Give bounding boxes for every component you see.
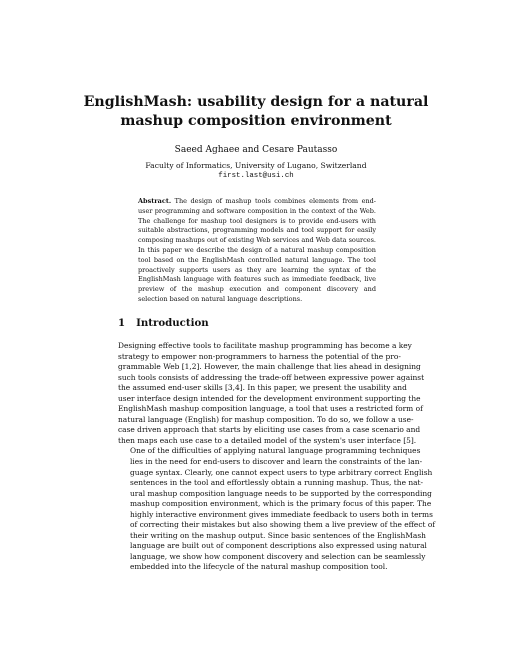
title-line-1: EnglishMash: usability design for a natural: [83, 94, 429, 110]
title-line-2: mashup composition environment: [120, 113, 392, 129]
paragraph-1: [118, 341, 425, 446]
text-line: highly interactive environment gives immediate feedback to users both in terms: [130, 509, 433, 519]
section-title: Introduction: [136, 317, 209, 329]
abstract-label: Abstract.: [138, 197, 172, 205]
text-line: ural mashup composition language needs to be supported by the corresponding: [130, 488, 432, 498]
text-line: mashup composition environment, which is the primary focus of this paper. The: [130, 499, 432, 509]
text-line: One of the difficulties of applying natural language programming techniques: [130, 446, 421, 456]
text-line: then maps each use case to a detailed model of the system's user interface [5].: [118, 435, 417, 445]
abstract: [138, 197, 376, 305]
authors: Saeed Aghaee and Cesare Pautasso: [174, 145, 338, 155]
section-heading: [118, 317, 209, 329]
email: first.last@usi.ch: [218, 172, 294, 180]
abstract-text: The design of mashup tools combines elements from end-user programming and software composition in the context of the Web. The challenge for mashup tool designers is to provide end-users with suitable abstractions, programming models and tool support for easily composing mashups out of existing Web services and Web data sources. In this paper we describe the design of a natural mashup composition tool based on the EnglishMash controlled natural language. The tool proactively supports users as they are learning the syntax of the EnglishMash language with features such as immediate feedback, live preview of the mashup execution and component discovery and selection based on natural language descriptions.: [138, 197, 376, 303]
affiliation-block: [60, 160, 452, 182]
text-line: language, we show how component discovery and selection can be seamlessly: [130, 551, 426, 561]
section-number: 1: [118, 317, 126, 329]
text-line: language are built out of component descriptions also expressed using natural: [130, 541, 427, 551]
text-line: natural language (English) for mashup composition. To do so, we follow a use-: [118, 414, 414, 424]
text-line: sentences in the tool and effortlessly obtain a running mashup. Thus, the nat-: [130, 478, 424, 488]
text-line: case driven approach that starts by eliciting use cases from a case scenario and: [118, 425, 421, 435]
text-line: of correcting their mistakes but also showing them a live preview of the effect of: [130, 520, 436, 530]
paragraph-2: [118, 446, 436, 573]
text-line: embedded into the lifecycle of the natural mashup composition tool.: [130, 562, 388, 572]
text-line: the assumed end-user skills [3,4]. In this paper, we present the usability and: [118, 383, 407, 393]
paper-title: [60, 93, 452, 131]
text-line: Designing effective tools to facilitate mashup programming has become a key: [118, 341, 412, 350]
text-line: strategy to empower non-programmers to harness the potential of the pro-: [118, 351, 401, 361]
text-line: user interface design intended for the development environment supporting the: [118, 393, 421, 403]
body-text: [118, 341, 436, 573]
text-line: their writing on the mashup output. Since basic sentences of the EnglishMash: [130, 530, 426, 540]
affiliation: Faculty of Informatics, University of Lugano, Switzerland: [145, 161, 367, 170]
text-line: guage syntax. Clearly, one cannot expect users to type arbitrary correct English: [130, 467, 433, 477]
text-line: lies in the need for end-users to discover and learn the constraints of the lan-: [130, 457, 423, 467]
text-line: grammable Web [1,2]. However, the main challenge that lies ahead in designing: [118, 362, 421, 372]
text-line: such tools consists of addressing the trade-off between expressive power against: [118, 372, 425, 382]
text-line: EnglishMash mashup composition language, a tool that uses a restricted form of: [118, 404, 423, 414]
